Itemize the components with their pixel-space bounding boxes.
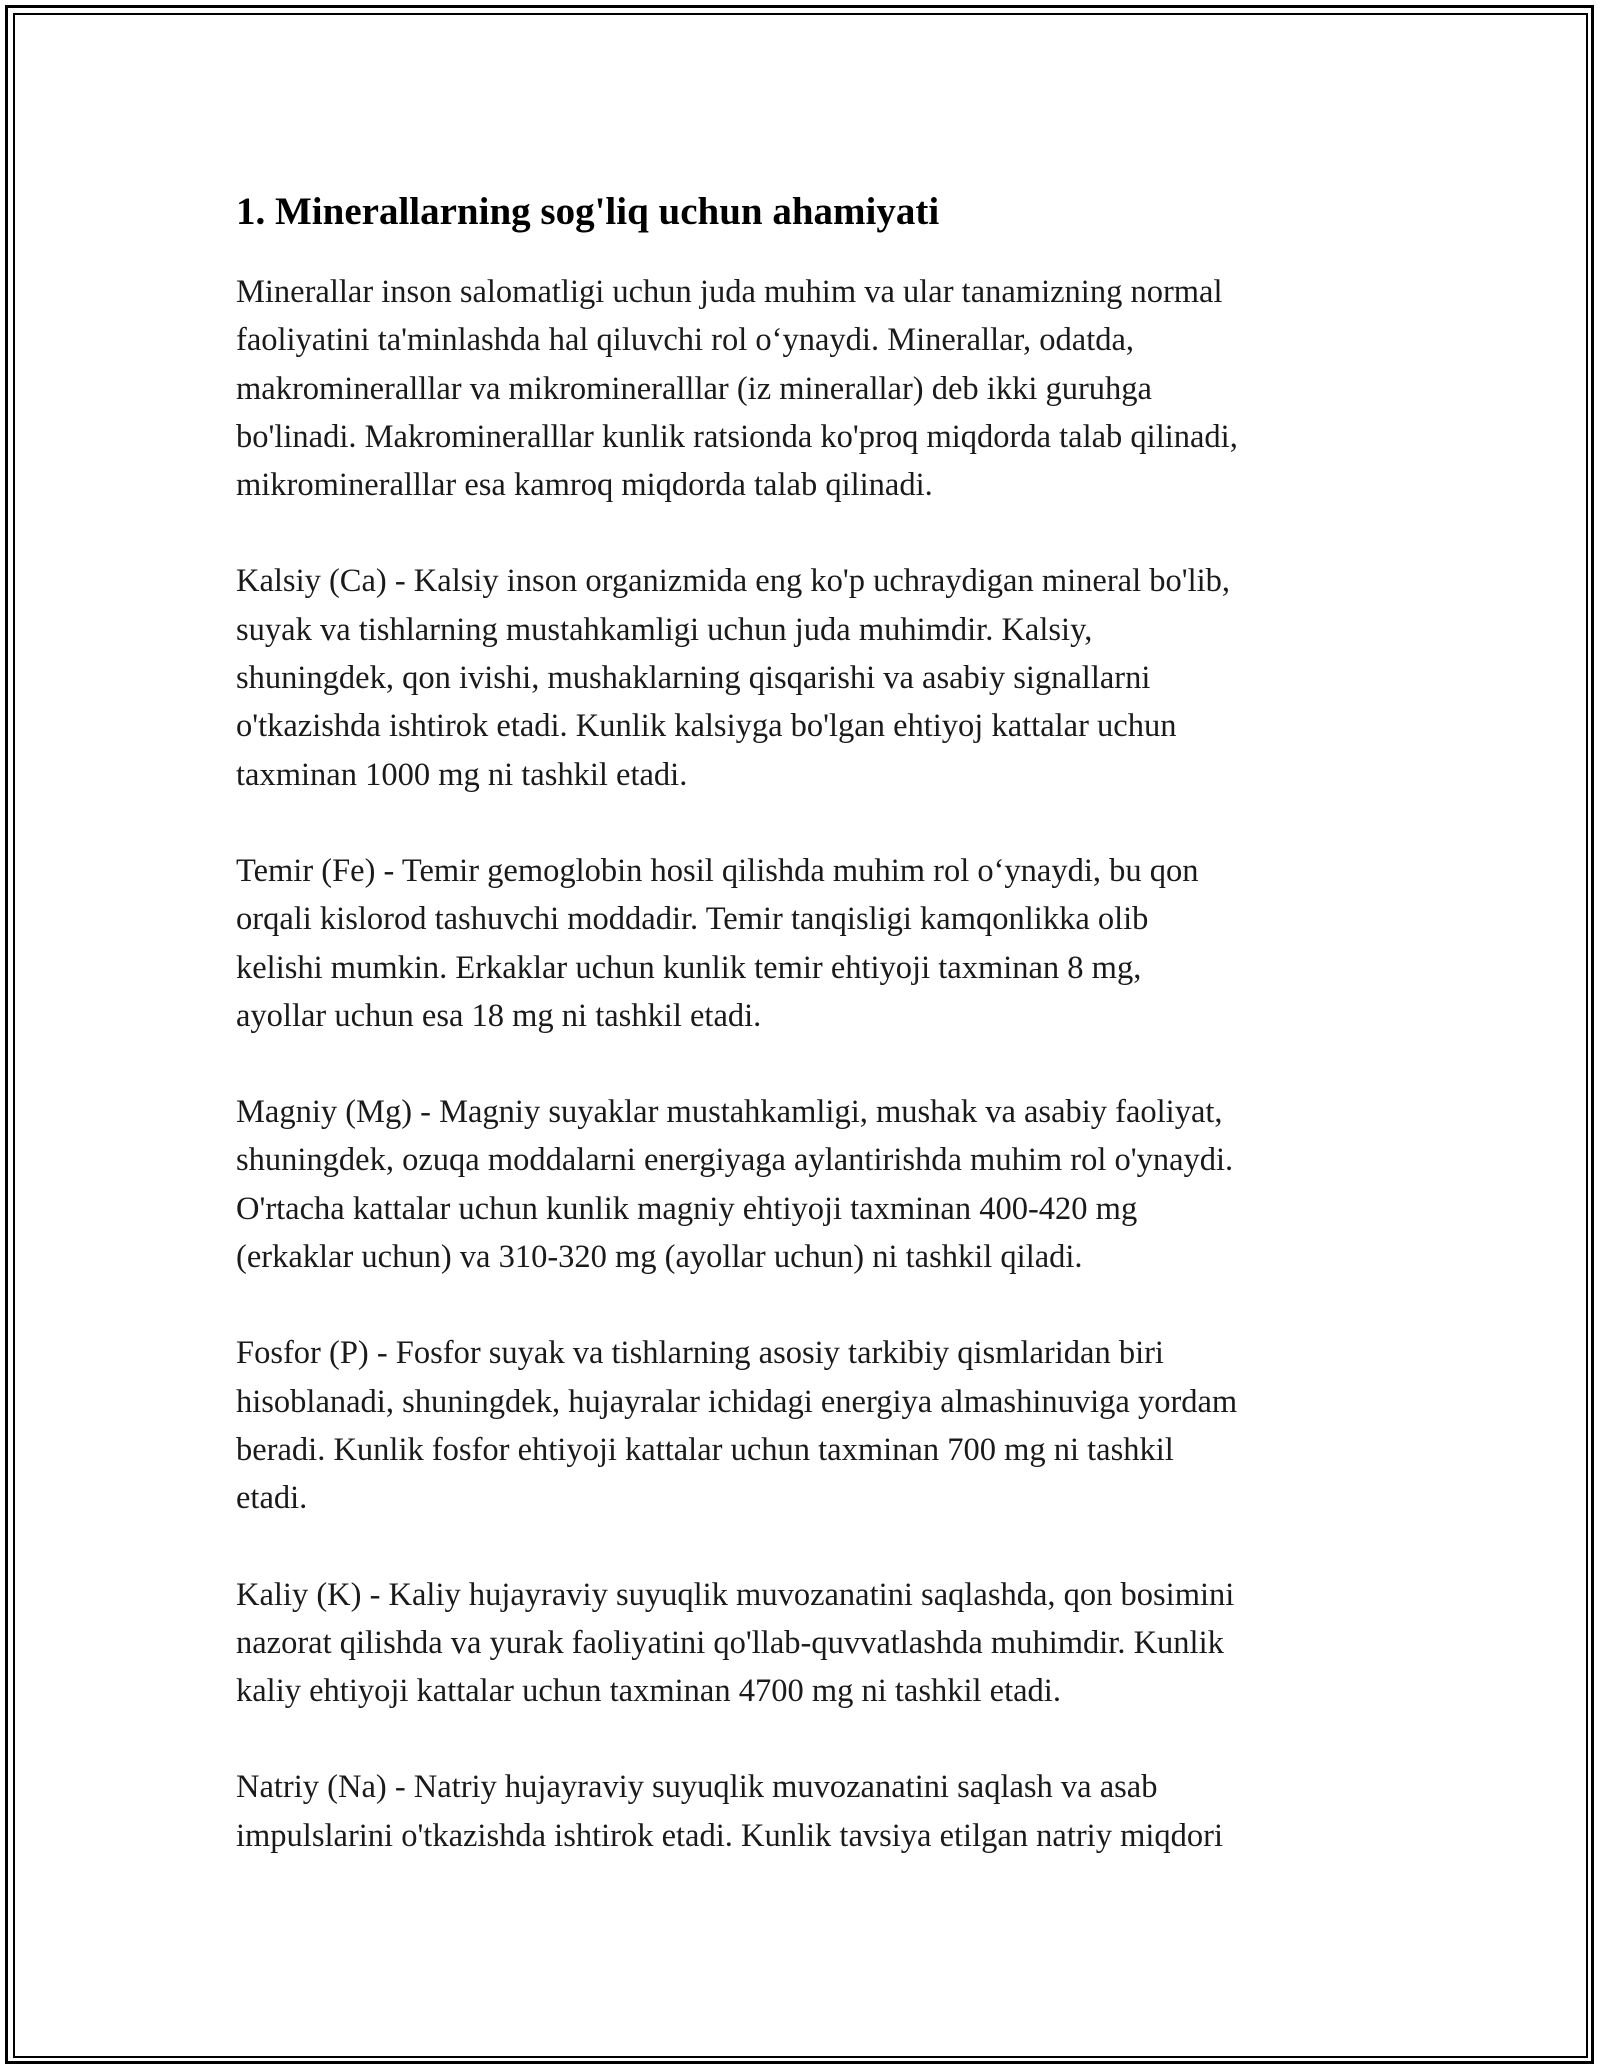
text-line: o'tkazishda ishtirok etadi. Kunlik kalsiyga bo'lgan ehtiyoj kattalar uchun: [236, 708, 1177, 745]
text-line: Natriy (Na) - Natriy hujayraviy suyuqlik muvozanatini saqlash va asab: [236, 1769, 1158, 1806]
text-line: Temir (Fe) - Temir gemoglobin hosil qilishda muhim rol o‘ynaydi, bu qon: [236, 852, 1199, 889]
text-line: kaliy ehtiyoji kattalar uchun taxminan 4700 mg ni tashkil etadi.: [236, 1673, 1061, 1710]
text-line: shuningdek, ozuqa moddalarni energiyaga aylantirishda muhim rol o'ynaydi.: [236, 1142, 1234, 1179]
text-line: kelishi mumkin. Erkaklar uchun kunlik temir ehtiyoji taxminan 8 mg,: [236, 949, 1142, 986]
text-line: ayollar uchun esa 18 mg ni tashkil etadi.: [236, 997, 762, 1034]
text-line: impulslarini o'tkazishda ishtirok etadi. Kunlik tavsiya etilgan natriy miqdori: [236, 1817, 1223, 1854]
text-line: hisoblanadi, shuningdek, hujayralar ichidagi energiya almashinuviga yordam: [236, 1383, 1238, 1420]
text-line: orqali kislorod tashuvchi moddadir. Temir tanqisligi kamqonlikka olib: [236, 901, 1149, 938]
paragraph-sodium: [236, 1763, 1386, 1860]
text-line: suyak va tishlarning mustahkamligi uchun juda muhimdir. Kalsiy,: [236, 611, 1093, 648]
text-line: shuningdek, qon ivishi, mushaklarning qisqarishi va asabiy signallarni: [236, 660, 1151, 697]
text-line: makromineralllar va mikromineralllar (iz minerallar) deb ikki guruhga: [236, 370, 1152, 407]
text-line: faoliyatini ta'minlashda hal qiluvchi rol o‘ynaydi. Minerallar, odatda,: [236, 322, 1135, 359]
text-line: taxminan 1000 mg ni tashkil etadi.: [236, 756, 688, 793]
paragraph-calcium: [236, 557, 1386, 798]
paragraph-magnesium: [236, 1088, 1386, 1281]
paragraph-intro: [236, 268, 1386, 509]
text-line: Minerallar inson salomatligi uchun juda muhim va ular tanamizning normal: [236, 274, 1223, 310]
text-line: Magniy (Mg) - Magniy suyaklar mustahkamligi, mushak va asabiy faoliyat,: [236, 1094, 1223, 1131]
text-line: Kalsiy (Ca) - Kalsiy inson organizmida eng ko'p uchraydigan mineral bo'lib,: [236, 563, 1231, 600]
text-line: nazorat qilishda va yurak faoliyatini qo'llab-quvvatlashda muhimdir. Kunlik: [236, 1624, 1224, 1661]
text-line: etadi.: [236, 1480, 308, 1517]
text-line: bo'linadi. Makromineralllar kunlik ratsionda ko'proq miqdorda talab qilinadi,: [236, 418, 1238, 455]
text-line: (erkaklar uchun) va 310-320 mg (ayollar uchun) ni tashkil qiladi.: [236, 1239, 1083, 1276]
text-line: O'rtacha kattalar uchun kunlik magniy ehtiyoji taxminan 400-420 mg: [236, 1190, 1138, 1227]
paragraph-potassium: [236, 1571, 1386, 1716]
text-line: Fosfor (P) - Fosfor suyak va tishlarning asosiy tarkibiy qismlaridan biri: [236, 1335, 1164, 1372]
text-line: mikromineralllar esa kamroq miqdorda talab qilinadi.: [236, 467, 933, 504]
document-body: [236, 186, 1386, 1908]
text-line: beradi. Kunlik fosfor ehtiyoji kattalar uchun taxminan 700 mg ni tashkil: [236, 1431, 1174, 1468]
paragraph-iron: [236, 847, 1386, 1040]
text-line: Kaliy (K) - Kaliy hujayraviy suyuqlik muvozanatini saqlashda, qon bosimini: [236, 1576, 1235, 1613]
paragraph-phosphorus: [236, 1329, 1386, 1522]
section-heading: 1. Minerallarning sog'liq uchun ahamiyati: [236, 190, 940, 233]
